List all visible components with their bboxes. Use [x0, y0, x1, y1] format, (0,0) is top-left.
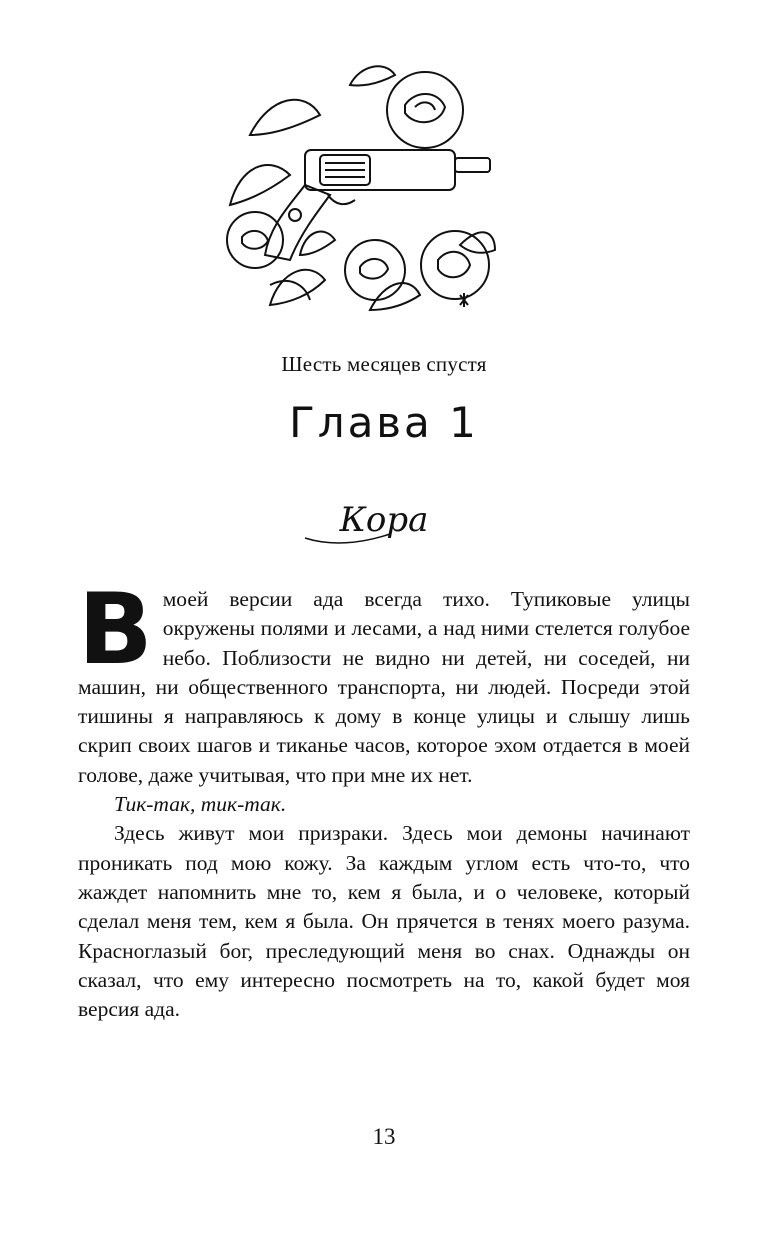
timeline-subtitle: Шесть месяцев спустя [281, 352, 487, 376]
paragraph-text-italic: Тик-так, тик-так. [114, 792, 287, 817]
flourish-icon [300, 516, 480, 546]
paragraph [78, 790, 690, 819]
page-number: 13 [372, 1124, 396, 1149]
drop-cap: В [78, 573, 153, 687]
pov-heading [0, 500, 768, 540]
revolver-roses-illustration-icon [210, 55, 500, 335]
paragraph-text: моей версии ада всегда тихо. Тупиковые улицы окружены полями и лесами, а над ними стелется голубое небо. Поблизости не видно ни детей, ни соседей, ни машин, ни общественного транспорта, ни людей. Посреди этой тишины я направляюсь к дому в конце улицы и слышу лишь скрип своих шагов и тиканье часов, которое эхом отдается в моей голове, даже учитывая, что при мне их нет. [78, 587, 690, 787]
paragraph [78, 573, 690, 790]
chapter-body [78, 573, 690, 1024]
paragraph [78, 819, 690, 1024]
paragraph-text: Здесь живут мои призраки. Здесь мои демоны начинают проникать под мою кожу. За каждым углом есть что-то, что жаждет напомнить мне то, кем я была, и о человеке, который сделал меня тем, кем я была. Он прячется в тенях моего разума. Красноглазый бог, преследующий меня во снах. Однажды он сказал, что ему интересно посмотреть на то, какой будет моя версия ада. [78, 821, 690, 1022]
chapter-title: Глава 1 [289, 398, 479, 447]
pov-name: Кора [339, 500, 429, 540]
